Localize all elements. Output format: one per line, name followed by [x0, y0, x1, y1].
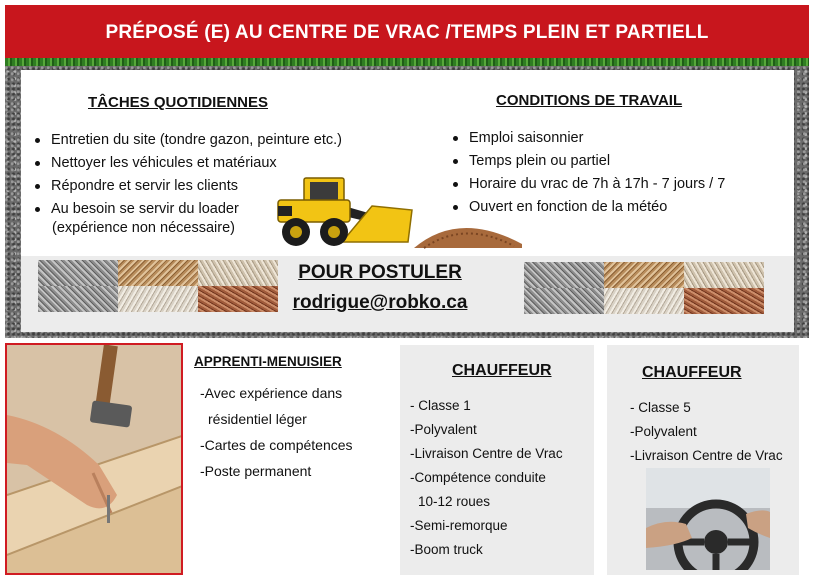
list-item: Horaire du vrac de 7h à 17h - 7 jours / 7 — [452, 173, 725, 196]
apply-heading: POUR POSTULER — [298, 262, 462, 283]
apprenti-list — [200, 380, 353, 484]
list-item: -Semi-remorque — [410, 518, 508, 533]
list-item: Ouvert en fonction de la météo — [452, 196, 725, 219]
list-item: 10-12 roues — [418, 494, 491, 509]
list-item: Temps plein ou partiel — [452, 150, 725, 173]
conditions-heading: CONDITIONS DE TRAVAIL — [496, 92, 683, 109]
list-item: Au besoin se servir du loader — [34, 198, 342, 221]
apprenti-title: APPRENTI-MENUISIER — [194, 354, 342, 369]
stone-tiles-right — [524, 262, 764, 314]
list-item: Entretien du site (tondre gazon, peinture etc.) — [34, 129, 342, 152]
list-item: Emploi saisonnier — [452, 127, 725, 150]
page-title: PRÉPOSÉ (E) AU CENTRE DE VRAC /TEMPS PLEIN ET PARTIELL — [105, 21, 709, 43]
steering-wheel-photo — [646, 468, 770, 570]
list-item: -Poste permanent — [200, 463, 312, 479]
list-item: Nettoyer les véhicules et matériaux — [34, 152, 342, 175]
hammer-photo — [5, 343, 183, 575]
title-banner — [5, 5, 809, 60]
list-item: - Classe 5 — [630, 400, 691, 415]
apply-email-link[interactable]: rodrigue@robko.ca — [292, 292, 468, 313]
tasks-heading: TÂCHES QUOTIDIENNES — [88, 94, 269, 111]
chauffeur-list-1 — [410, 394, 563, 562]
list-item: Répondre et servir les clients — [34, 175, 342, 198]
list-item: -Avec expérience dans — [200, 385, 343, 401]
chauffeur-title-2: CHAUFFEUR — [642, 364, 742, 381]
list-item: -Polyvalent — [410, 422, 477, 437]
tasks-note: (expérience non nécessaire) — [52, 220, 235, 236]
list-item: résidentiel léger — [208, 411, 307, 427]
list-item: -Polyvalent — [630, 424, 697, 439]
chauffeur-list-2 — [630, 396, 783, 468]
list-item: -Cartes de compétences — [200, 437, 353, 453]
list-item: - Classe 1 — [410, 398, 471, 413]
chauffeur-title-1: CHAUFFEUR — [452, 362, 552, 379]
list-item: -Livraison Centre de Vrac — [630, 448, 783, 463]
wheel-loader-icon — [274, 172, 524, 250]
list-item: -Boom truck — [410, 542, 483, 557]
list-item: -Livraison Centre de Vrac — [410, 446, 563, 461]
list-item: -Compétence conduite — [410, 470, 546, 485]
